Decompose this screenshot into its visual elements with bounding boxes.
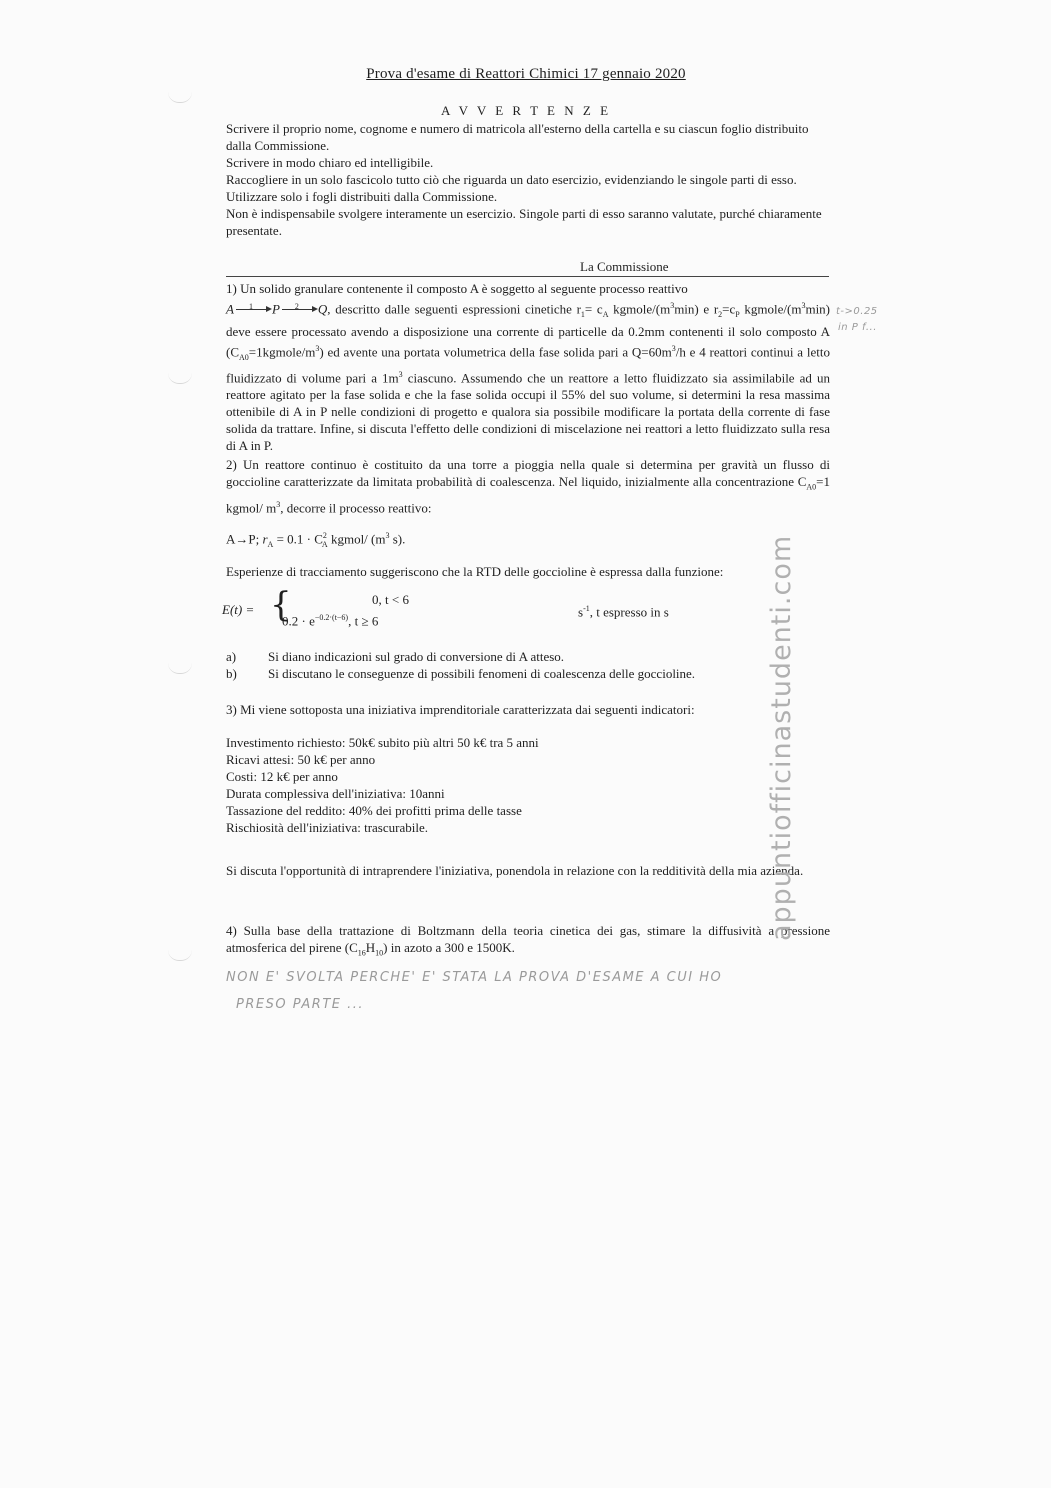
indicator-item: Ricavi attesi: 50 k€ per anno: [226, 752, 376, 767]
handwritten-note: PRESO PARTE ...: [236, 997, 365, 1012]
warning-item: Utilizzare solo i fogli distribuiti dalla Commissione.: [226, 189, 498, 204]
exercise-2: [226, 456, 830, 516]
exercise-3-closing: Si discuta l'opportunità di intraprendere l'iniziativa, ponendola in relazione con la redditività della mia azienda.: [226, 863, 804, 878]
warning-item: Scrivere in modo chiaro ed intelligibile.: [226, 155, 434, 170]
punch-hole-mark: [168, 950, 192, 961]
warning-item: Non è indispensabile svolgere interamente un esercizio. Singole parti di esso saranno valutate, purché chiaramente presentate.: [226, 206, 822, 238]
rtd-case-2: $0.2 \cdot e^{-0.2\cdot(t-6)}$, t ≥ 6: [282, 613, 379, 629]
handwritten-note: NON E' SVOLTA PERCHE' E' STATA LA PROVA D'ESAME A CUI HO: [226, 970, 723, 985]
warnings-list: [226, 120, 831, 239]
indicator-item: Durata complessiva dell'iniziativa: 10anni: [226, 786, 445, 801]
exercise-2-item: b) Si discutano le conseguenze di possibili fenomeni di coalescenza delle goccioline.: [226, 666, 696, 681]
indicator-item: Costi: 12 k€ per anno: [226, 769, 338, 784]
rtd-equation-lhs: E(t) =: [222, 602, 255, 617]
rate-law: A→P; $r_A = 0.1 \cdot C^2_A$ kgmol/ ($m^3$ s).: [226, 531, 406, 549]
punch-hole-mark: [168, 373, 192, 384]
site-watermark: appuntiofficinastudenti.com: [766, 534, 797, 941]
commission-signature: La Commissione: [580, 259, 669, 274]
punch-hole-mark: [168, 92, 192, 103]
indicator-item: Tassazione del reddito: 40% dei profitti prima delle tasse: [226, 803, 522, 818]
warnings-heading: A V V E R T E N Z E: [440, 103, 612, 118]
reaction-arrow: 1: [236, 309, 270, 311]
exercise-3-intro: 3) Mi viene sottoposta una iniziativa imprenditoriale caratterizzata dai seguenti indicatori:: [226, 702, 695, 717]
exercise-2-item: a) Si diano indicazioni sul grado di conversione di A atteso.: [226, 649, 565, 664]
indicator-item: Investimento richiesto: 50k€ subito più altri 50 k€ tra 5 anni: [226, 735, 539, 750]
exercise-1: [226, 280, 830, 454]
brace-symbol: {: [270, 585, 292, 625]
margin-note: in P f...: [838, 322, 877, 333]
exercise-4: 4) Sulla base della trattazione di Boltzmann della teoria cinetica dei gas, stimare la diffusività a pressione atmosferica del pirene $(C_{16}H_{10})$ in azoto a 300 e 1500K.: [226, 923, 830, 958]
exam-title: Prova d'esame di Reattori Chimici 17 gennaio 2020: [366, 66, 686, 82]
margin-note: t->0.25: [836, 306, 878, 317]
exercise-2-text: 2) Un reattore continuo è costituito da una torre a pioggia nella quale si determina per gravità un flusso di goccioline caratterizzate da limitata probabilità di coalescenza. Nel liquido, inizialmente alla concentrazione $C_{A0}=1$ kgmol/ $m^3$, decorre il processo reattivo:: [226, 457, 830, 515]
rtd-units: $s^{-1}$, t espresso in s: [578, 604, 669, 620]
exercise-3-indicators: [226, 734, 830, 836]
exercise-1-text: 1) Un solido granulare contenente il composto A è soggetto al seguente processo reattivo A 1 P 2 Q, descritto dalle seguenti espressioni cinetiche $r_1= c_A$ kgmole/$(m^3\min)$ e $r_2=c_P$ kgmole/$(m^3\min)$ deve essere processato avendo a disposizione una corrente di particelle da 0.2mm contenenti il solo composto A $(C_{A0}=1kgmole/m^3)$ ed avente una portata volumetrica della fase solida pari a $Q=60m^3/h$ e 4 reattori continui a letto fluidizzato di volume pari a $1m^3$ ciascuno. Assumendo che un reattore a letto fluidizzato sia assimilabile ad un reattore agitato per la fase solida e che la fase solida occupi il 55% del suo volume, si determini la resa massima ottenibile di A in P nelle condizioni di progetto e qualora sia possibile modificare la portata della corrente di fase solida da trattare. Infine, si discuta l'effetto delle condizioni di miscelazione nei reattori a letto fluidizzato sulla resa di A in P.: [226, 281, 831, 454]
punch-hole-mark: [168, 663, 192, 674]
section-divider: [226, 276, 829, 277]
warning-item: Scrivere il proprio nome, cognome e numero di matricola all'esterno della cartella e su ciascun foglio distribuito dalla Commissione.: [226, 121, 809, 153]
reaction-arrow: 2: [282, 309, 316, 311]
rtd-case-1: 0, t < 6: [372, 592, 409, 607]
indicator-item: Rischiosità dell'iniziativa: trascurabile.: [226, 820, 428, 835]
warning-item: Raccogliere in un solo fascicolo tutto ciò che riguarda un dato esercizio, evidenziando le singole parti di esso.: [226, 172, 797, 187]
rtd-description: Esperienze di tracciamento suggeriscono che la RTD delle goccioline è espressa dalla funzione:: [226, 564, 724, 579]
